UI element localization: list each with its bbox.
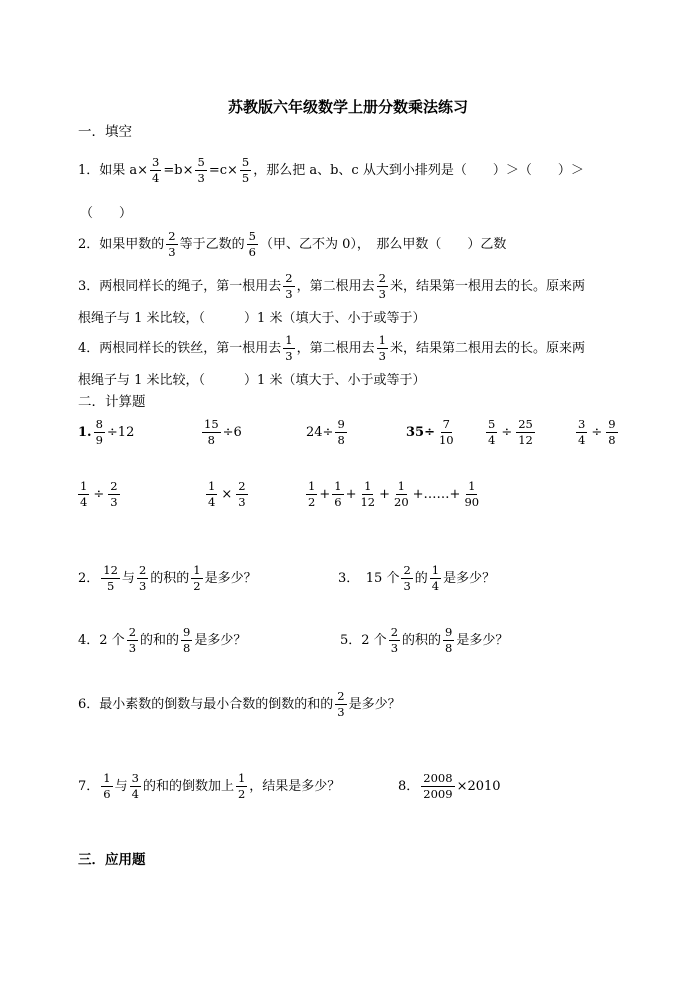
question-2 xyxy=(78,230,506,259)
fraction: $\frac{25}{12}$ xyxy=(518,417,533,447)
q3-text-3: 米，结果第一根用去的长。原来两 xyxy=(389,278,585,294)
calc-6 xyxy=(574,418,620,447)
problem-4-text: 的和的 xyxy=(140,632,180,648)
problem-8 xyxy=(398,772,501,801)
fraction: $\frac{9}{8}$ xyxy=(337,417,345,447)
calc-8 xyxy=(204,480,250,509)
section-calculation-heading: 二．计算题 xyxy=(78,394,146,410)
fraction: $\frac{5}{6}$ xyxy=(248,229,256,259)
fraction: $\frac{7}{10}$ xyxy=(438,417,454,447)
fraction: $\frac{1}{2}$ xyxy=(308,479,316,509)
fraction: $\frac{1}{3}$ xyxy=(285,333,293,363)
q3-text-4: 根绳子与 1 米比较，（ ）1 米（填大于、小于或等于） xyxy=(78,311,426,326)
q2-text-3: （甲、乙不为 0）， 那么甲数（ ）乙数 xyxy=(259,236,507,252)
fraction: $\frac{1}{2}$ xyxy=(193,563,201,593)
section-application-heading: 三．应用题 xyxy=(78,852,146,868)
problem-3-text: 3． 15 个 xyxy=(338,570,400,586)
fraction: $\frac{8}{9}$ xyxy=(95,417,103,447)
plus-sign: + xyxy=(319,486,331,502)
q1-text-4: ，那么把 a、b、c 从大到小排列是（ ）＞（ ）＞ xyxy=(253,162,584,178)
q2-text-2: 等于乙数的 xyxy=(179,236,245,252)
fraction: $\frac{2}{3}$ xyxy=(390,625,399,655)
calc-1-op: ÷12 xyxy=(106,424,135,440)
question-1 xyxy=(78,156,584,185)
fraction: $\frac{2}{3}$ xyxy=(110,479,118,509)
fraction: $\frac{9}{8}$ xyxy=(445,625,453,655)
q1-text-2: =b× xyxy=(163,162,194,178)
problem-3 xyxy=(338,564,495,593)
calc-7 xyxy=(76,480,122,509)
question-3 xyxy=(78,272,585,301)
problem-8-text: ×2010 xyxy=(456,778,501,794)
calc-4-op: 35÷ xyxy=(406,424,435,440)
fraction: $\frac{1}{20}$ xyxy=(394,479,409,509)
fraction: $\frac{3}{4}$ xyxy=(131,771,139,801)
page-title: 苏教版六年级数学上册分数乘法练习 xyxy=(227,98,468,116)
problem-5-text: 是多少？ xyxy=(456,632,509,648)
section-fill-blank-heading: 一．填空 xyxy=(78,124,132,140)
fraction: $\frac{5}{4}$ xyxy=(488,417,496,447)
fraction: $\frac{1}{4}$ xyxy=(208,479,216,509)
fraction: $\frac{1}{90}$ xyxy=(464,479,480,509)
calc-2-op: ÷6 xyxy=(222,424,242,440)
problem-2-text: 与 xyxy=(121,570,135,586)
problem-2-text: 是多少？ xyxy=(204,570,257,586)
fraction: $\frac{2}{3}$ xyxy=(403,563,411,593)
fraction: $\frac{5}{5}$ xyxy=(241,155,250,185)
fraction: $\frac{2}{3}$ xyxy=(378,271,386,301)
calc-6-op: ÷ xyxy=(591,424,603,440)
q4-text-4: 根绳子与 1 米比较，（ ）1 米（填大于、小于或等于） xyxy=(78,373,426,388)
problem-5 xyxy=(340,626,508,655)
ellipsis-sum: +……+ xyxy=(412,486,461,502)
fraction: $\frac{12}{5}$ xyxy=(103,563,118,593)
q4-text-2: ，第二根用去 xyxy=(296,340,375,356)
q4-text-1: 4．两根同样长的铁丝，第一根用去 xyxy=(78,340,282,356)
problem-2 xyxy=(78,564,257,593)
problem-6 xyxy=(78,690,401,719)
problem-8-number: 8． xyxy=(398,778,420,794)
calc-1 xyxy=(78,418,134,447)
q3-text-2: ，第二根用去 xyxy=(296,278,375,294)
fraction: $\frac{1}{12}$ xyxy=(360,479,376,509)
calc-4 xyxy=(406,418,458,447)
problem-2-number: 2． xyxy=(78,570,100,586)
fraction: $\frac{5}{3}$ xyxy=(197,155,205,185)
fraction: $\frac{2}{3}$ xyxy=(168,229,176,259)
calc-9 xyxy=(304,480,483,509)
problem-4-text: 是多少？ xyxy=(194,632,247,648)
fraction: $\frac{15}{8}$ xyxy=(204,417,219,447)
fraction: $\frac{2}{3}$ xyxy=(337,689,345,719)
problem-3-text: 是多少？ xyxy=(443,570,496,586)
fraction: $\frac{1}{6}$ xyxy=(103,771,111,801)
question-4 xyxy=(78,334,585,363)
plus-sign: + xyxy=(379,486,391,502)
fraction: $\frac{9}{8}$ xyxy=(608,417,616,447)
fraction: $\frac{1}{3}$ xyxy=(378,333,386,363)
problem-2-text: 的积的 xyxy=(150,570,190,586)
fraction: $\frac{2}{3}$ xyxy=(128,625,137,655)
q2-text-1: 2．如果甲数的 xyxy=(78,236,165,252)
q1-answer-blank: （ ） xyxy=(80,206,133,221)
fraction: $\frac{2008}{2009}$ xyxy=(423,771,453,801)
fraction: $\frac{2}{3}$ xyxy=(238,479,246,509)
fraction: $\frac{3}{4}$ xyxy=(152,155,160,185)
calc-8-op: × xyxy=(221,486,233,502)
q1-text-3: =c× xyxy=(208,162,238,178)
problem-6-text: 是多少？ xyxy=(348,696,401,712)
problem-6-text: 6．最小素数的倒数与最小合数的倒数的和的 xyxy=(78,696,334,712)
problem-7 xyxy=(78,772,340,801)
problem-3-text: 的 xyxy=(414,570,428,586)
problem-5-text: 的积的 xyxy=(402,632,442,648)
problem-7-text: 的和的倒数加上 xyxy=(142,778,234,794)
problem-7-text: ，结果是多少？ xyxy=(249,778,341,794)
calc-3 xyxy=(306,418,349,447)
calc-7-op: ÷ xyxy=(93,486,105,502)
problem-4 xyxy=(78,626,246,655)
fraction: $\frac{9}{8}$ xyxy=(183,625,191,655)
calc-2 xyxy=(200,418,242,447)
problem-4-text: 4．2 个 xyxy=(78,632,125,648)
q1-text-1: 1．如果 a× xyxy=(78,162,149,178)
fraction: $\frac{2}{3}$ xyxy=(285,271,293,301)
plus-sign: + xyxy=(345,486,357,502)
fraction: $\frac{1}{4}$ xyxy=(431,563,440,593)
calc-5-op: ÷ xyxy=(501,424,513,440)
fraction: $\frac{2}{3}$ xyxy=(138,563,147,593)
calc-3-op: 24÷ xyxy=(306,424,334,440)
q4-text-3: 米，结果第二根用去的长。原来两 xyxy=(389,340,585,356)
fraction: $\frac{1}{2}$ xyxy=(237,771,246,801)
problem-7-text: 与 xyxy=(114,778,128,794)
problem-5-text: 5．2 个 xyxy=(340,632,387,648)
q3-text-1: 3．两根同样长的绳子，第一根用去 xyxy=(78,278,282,294)
problem-7-number: 7． xyxy=(78,778,100,794)
fraction: $\frac{1}{4}$ xyxy=(80,479,88,509)
calc-1-number: 1. xyxy=(78,424,92,440)
calc-5 xyxy=(484,418,537,447)
fraction: $\frac{3}{4}$ xyxy=(578,417,586,447)
fraction: $\frac{1}{6}$ xyxy=(334,479,342,509)
